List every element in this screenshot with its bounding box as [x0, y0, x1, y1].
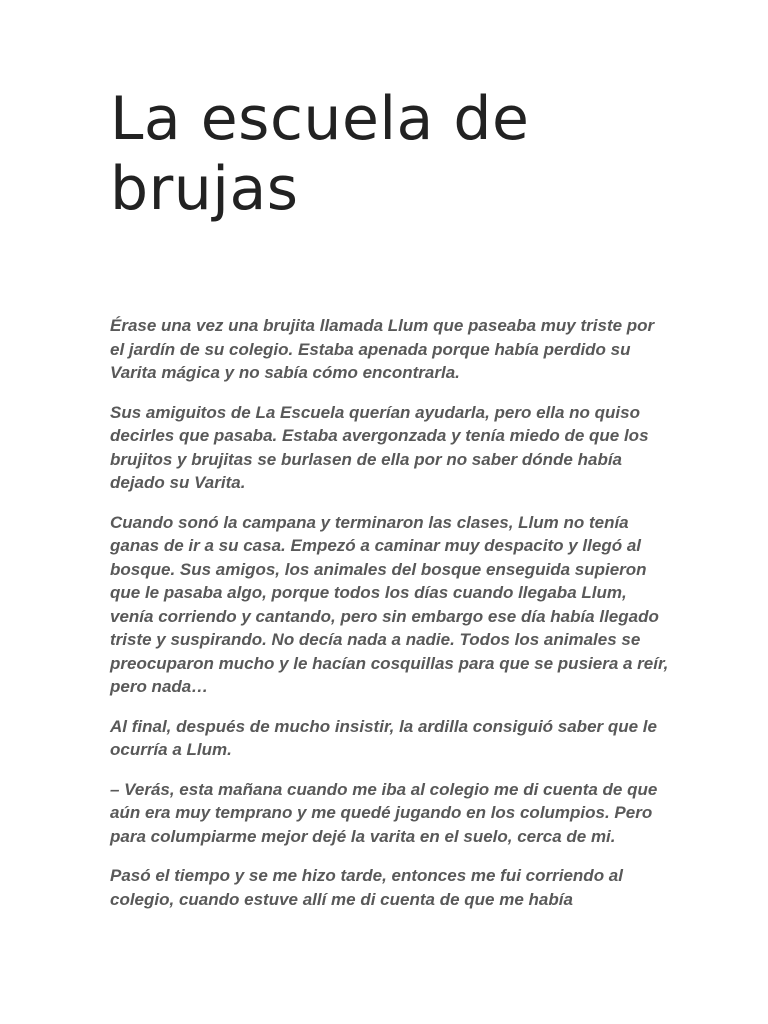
document-body [110, 314, 670, 911]
paragraph: Pasó el tiempo y se me hizo tarde, entonces me fui corriendo al colegio, cuando estuve allí me di cuenta de que me había [110, 866, 623, 909]
paragraph: – Verás, esta mañana cuando me iba al colegio me di cuenta de que aún era muy temprano y me quedé jugando en los columpios. Pero para columpiarme mejor dejé la varita en el suelo, cerca de mi. [110, 779, 658, 846]
document-title: La escuela de brujas [110, 84, 530, 224]
paragraph: Érase una vez una brujita llamada Llum que paseaba muy triste por el jardín de su colegio. Estaba apenada porque había perdido su Varita mágica y no sabía cómo encontrarla. [110, 316, 655, 382]
paragraph: Sus amiguitos de La Escuela querían ayudarla, pero ella no quiso decirles que pasaba. Estaba avergonzada y tenía miedo de que los brujitos y brujitas se burlasen de ella por no saber dónde había dejado su Varita. [110, 402, 649, 492]
paragraph: Al final, después de mucho insistir, la ardilla consiguió saber que le ocurría a Llum. [110, 716, 657, 759]
paragraph: Cuando sonó la campana y terminaron las clases, Llum no tenía ganas de ir a su casa. Empezó a caminar muy despacito y llegó al bosque. Sus amigos, los animales del bosque enseguida supieron que le pasaba algo, porque todos los días cuando llegaba Llum, venía corriendo y cantando, pero sin embargo ese día había llegado triste y suspirando. No decía nada a nadie. Todos los animales se preocuparon mucho y le hacían cosquillas para que se pusiera a reír, pero nada… [110, 512, 669, 696]
